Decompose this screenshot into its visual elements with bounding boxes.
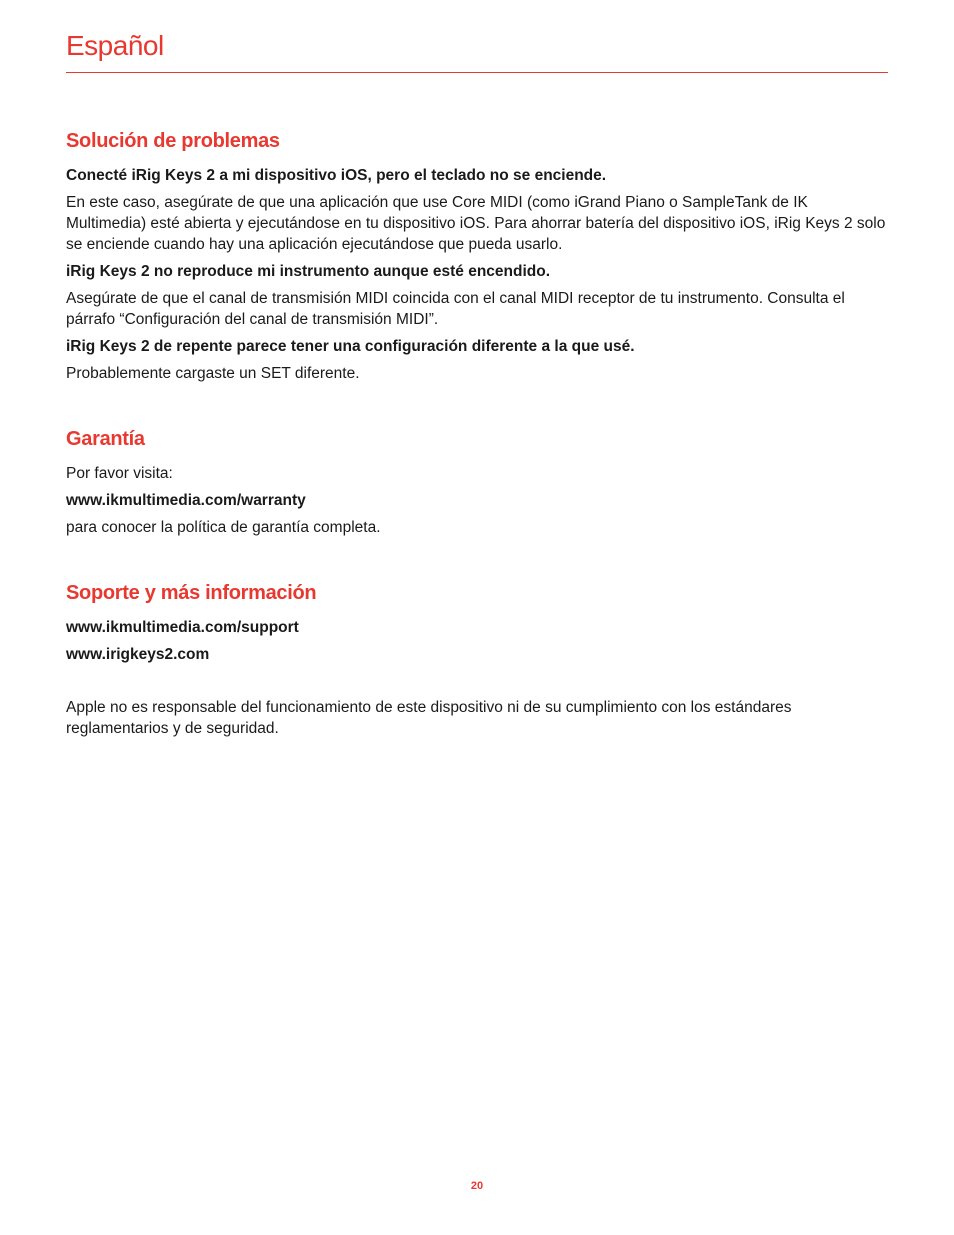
support-section [66,582,888,739]
title-divider [66,72,888,73]
warranty-outro: para conocer la política de garantía completa. [66,519,381,536]
page-title: Español [66,30,164,61]
faq-question-2: iRig Keys 2 no reproduce mi instrumento aunque esté encendido. [66,263,551,280]
faq-answer-2: Asegúrate de que el canal de transmisión MIDI coincida con el canal MIDI receptor de tu instrumento. Consulta el párrafo “Configuración del canal de transmisión MIDI”. [66,290,845,328]
faq-answer-1: En este caso, asegúrate de que una aplicación que use Core MIDI (como iGrand Piano o SampleTank de IK Multimedia) esté abierta y ejecutándose en tu dispositivo iOS. Para ahorrar batería del dispositivo iOS, iRig Keys 2 solo se enciende cuando hay una aplicación ejecutándose que pueda usarlo. [66,194,886,253]
page-number: 20 [470,1180,484,1192]
warranty-intro: Por favor visita: [66,465,173,482]
warranty-section [66,428,888,538]
support-heading: Soporte y más información [66,582,317,604]
faq-question-3: iRig Keys 2 de repente parece tener una configuración diferente a la que usé. [66,338,635,355]
warranty-link[interactable]: www.ikmultimedia.com/warranty [66,492,306,509]
troubleshooting-heading: Solución de problemas [66,130,280,152]
product-site-link[interactable]: www.irigkeys2.com [66,646,210,663]
apple-disclaimer: Apple no es responsable del funcionamiento de este dispositivo ni de su cumplimiento con los estándares reglamentarios y de seguridad. [66,699,792,737]
faq-answer-3: Probablemente cargaste un SET diferente. [66,365,360,382]
troubleshooting-section [66,130,888,384]
warranty-heading: Garantía [66,428,145,450]
faq-question-1: Conecté iRig Keys 2 a mi dispositivo iOS, pero el teclado no se enciende. [66,167,607,184]
page-content [66,130,888,745]
support-link[interactable]: www.ikmultimedia.com/support [66,619,299,636]
